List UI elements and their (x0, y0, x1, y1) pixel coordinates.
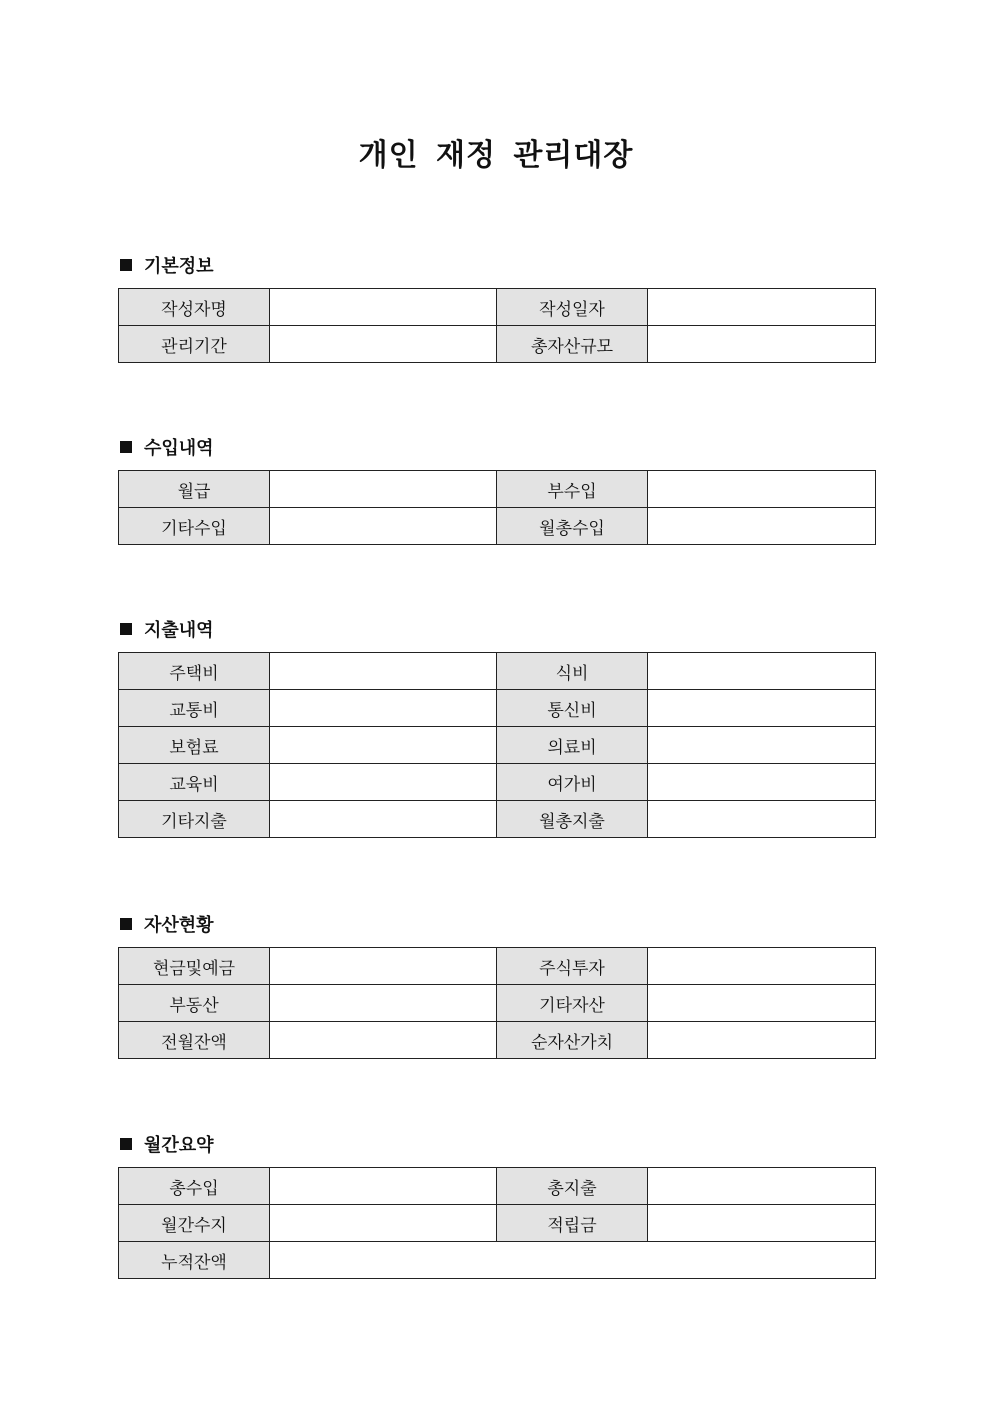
table-row (119, 985, 876, 1022)
field-label: 월간수지 (119, 1205, 270, 1242)
field-value[interactable] (270, 508, 497, 545)
field-label: 누적잔액 (119, 1242, 270, 1279)
field-value[interactable] (270, 801, 497, 838)
field-value[interactable] (648, 801, 876, 838)
table-row (119, 1242, 876, 1279)
field-label: 관리기간 (119, 326, 270, 363)
field-label: 기타자산 (497, 985, 648, 1022)
field-value[interactable] (270, 985, 497, 1022)
table-row (119, 690, 876, 727)
field-label: 월급 (119, 471, 270, 508)
field-label: 교육비 (119, 764, 270, 801)
section-income (118, 433, 875, 545)
field-label: 여가비 (497, 764, 648, 801)
table-row (119, 471, 876, 508)
table-row (119, 289, 876, 326)
section-heading (118, 615, 875, 643)
section-assets (118, 910, 875, 1059)
field-label: 의료비 (497, 727, 648, 764)
field-value[interactable] (270, 1205, 497, 1242)
table-row (119, 326, 876, 363)
field-label: 교통비 (119, 690, 270, 727)
field-label: 총자산규모 (497, 326, 648, 363)
field-value[interactable] (648, 1205, 876, 1242)
field-label: 현금및예금 (119, 948, 270, 985)
square-bullet-icon (120, 259, 132, 271)
field-label: 부동산 (119, 985, 270, 1022)
monthly-summary-table (118, 1167, 876, 1279)
field-value[interactable] (270, 764, 497, 801)
section-basic-info (118, 251, 875, 363)
field-value[interactable] (270, 289, 497, 326)
field-label: 주식투자 (497, 948, 648, 985)
square-bullet-icon (120, 1138, 132, 1150)
assets-table (118, 947, 876, 1059)
field-label: 월총지출 (497, 801, 648, 838)
table-row (119, 1022, 876, 1059)
table-row (119, 508, 876, 545)
field-value[interactable] (648, 1022, 876, 1059)
section-heading-text: 월간요약 (144, 1135, 214, 1156)
square-bullet-icon (120, 918, 132, 930)
field-value[interactable] (270, 1022, 497, 1059)
field-value[interactable] (648, 1168, 876, 1205)
field-value[interactable] (648, 289, 876, 326)
field-value[interactable] (270, 1242, 876, 1279)
basic-info-table (118, 288, 876, 363)
section-expense (118, 615, 875, 838)
field-value[interactable] (270, 1168, 497, 1205)
field-value[interactable] (270, 471, 497, 508)
square-bullet-icon (120, 623, 132, 635)
field-value[interactable] (270, 690, 497, 727)
field-label: 통신비 (497, 690, 648, 727)
field-value[interactable] (270, 727, 497, 764)
section-heading-text: 기본정보 (144, 256, 214, 277)
field-label: 보험료 (119, 727, 270, 764)
field-label: 부수입 (497, 471, 648, 508)
field-label: 전월잔액 (119, 1022, 270, 1059)
field-value[interactable] (648, 508, 876, 545)
section-heading-text: 수입내역 (144, 438, 214, 459)
field-value[interactable] (648, 326, 876, 363)
field-label: 작성일자 (497, 289, 648, 326)
field-value[interactable] (648, 985, 876, 1022)
income-table (118, 470, 876, 545)
section-heading-text: 자산현황 (144, 915, 214, 936)
table-row (119, 653, 876, 690)
expense-table (118, 652, 876, 838)
table-row (119, 801, 876, 838)
field-value[interactable] (648, 690, 876, 727)
square-bullet-icon (120, 441, 132, 453)
table-row (119, 1205, 876, 1242)
field-label: 월총수입 (497, 508, 648, 545)
section-heading (118, 910, 875, 938)
section-heading (118, 251, 875, 279)
table-row (119, 1168, 876, 1205)
field-value[interactable] (270, 948, 497, 985)
table-row (119, 727, 876, 764)
field-label: 기타지출 (119, 801, 270, 838)
field-label: 식비 (497, 653, 648, 690)
field-label: 순자산가치 (497, 1022, 648, 1059)
section-heading (118, 1130, 875, 1158)
field-label: 주택비 (119, 653, 270, 690)
section-heading (118, 433, 875, 461)
field-value[interactable] (648, 471, 876, 508)
field-value[interactable] (270, 653, 497, 690)
field-label: 작성자명 (119, 289, 270, 326)
table-row (119, 948, 876, 985)
section-monthly-summary (118, 1130, 875, 1279)
field-label: 총지출 (497, 1168, 648, 1205)
field-value[interactable] (648, 948, 876, 985)
field-label: 적립금 (497, 1205, 648, 1242)
field-value[interactable] (270, 326, 497, 363)
page-title: 개인 재정 관리대장 (358, 138, 634, 173)
field-value[interactable] (648, 727, 876, 764)
field-label: 총수입 (119, 1168, 270, 1205)
section-heading-text: 지출내역 (144, 620, 214, 641)
field-value[interactable] (648, 764, 876, 801)
table-row (119, 764, 876, 801)
field-label: 기타수입 (119, 508, 270, 545)
field-value[interactable] (648, 653, 876, 690)
